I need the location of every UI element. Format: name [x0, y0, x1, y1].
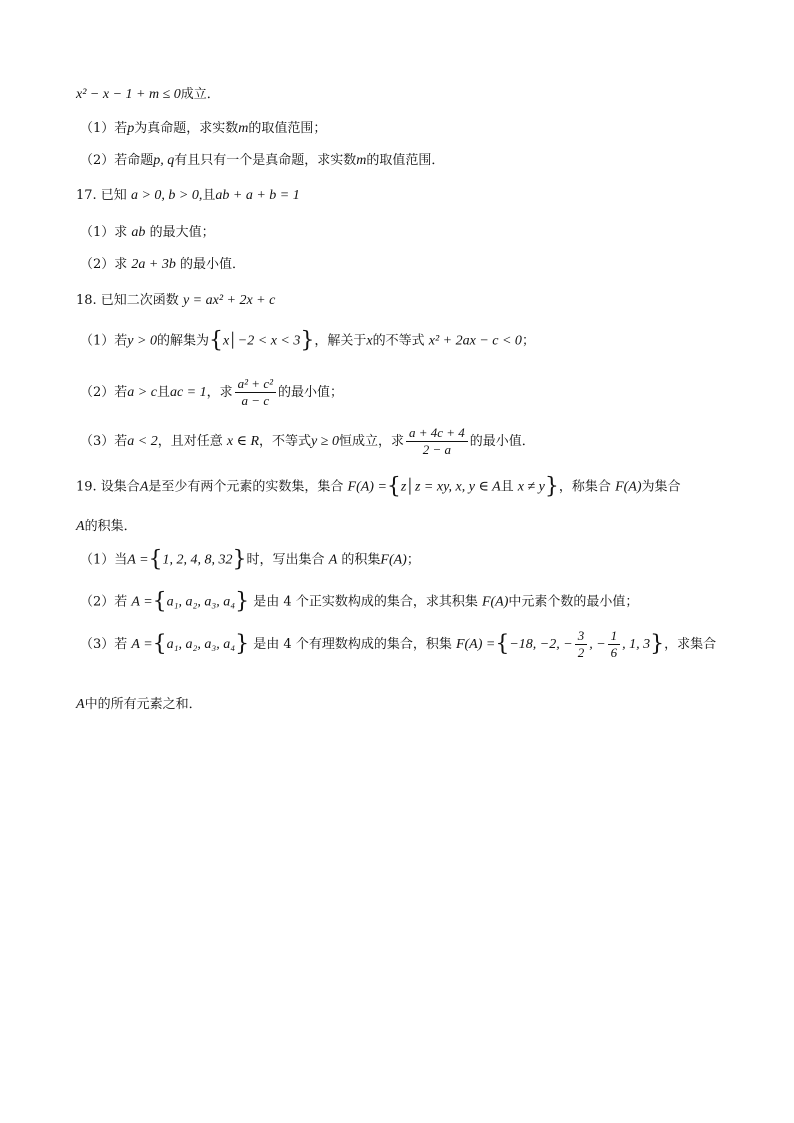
q19-part3: （3）若 A ={a₁, a₂, a₃, a₄} 是由 4 个有理数构成的集合，积集 F(A) ={−18, −2, − $\frac{3}{2}$ , − $\frac{1}{6}$ , 1, 3}，求集合: [80, 628, 717, 660]
fraction-18-3: $\frac{a + 4c + 4}{2 - a}$: [406, 425, 468, 458]
question-19: 19. 设集合A是至少有两个元素的实数集，集合 F(A) ={z│z = xy, x, y ∈ A且 x ≠ y}，称集合 F(A)为集合: [76, 474, 681, 499]
q19-part2: （2）若 A ={a₁, a₂, a₃, a₄} 是由 4 个正实数构成的集合，求其积集 F(A)中元素个数的最小值；: [80, 589, 639, 614]
inequality-math: x² − x − 1 + m ≤ 0: [76, 87, 181, 102]
question-18: 18. 已知二次函数 y = ax² + 2x + c: [76, 293, 276, 308]
q19-continuation: A的积集．: [76, 519, 137, 534]
q18-part1: （1）若y > 0的解集为{x│−2 < x < 3}，解关于x的不等式 x² + 2ax − c < 0；: [80, 328, 535, 353]
q17-part1: （1）求 ab 的最大值；: [80, 225, 215, 240]
q18-part3: （3）若a < 2，且对任意 x ∈ R，不等式y ≥ 0恒成立，求 $\frac{a + 4c + 4}{2 - a}$ 的最小值．: [80, 425, 535, 457]
q16-part1: （1）若p为真命题，求实数m的取值范围；: [80, 121, 327, 136]
fraction-19-3a: $\frac{3}{2}$: [575, 628, 588, 661]
q16-part2: （2）若命题p, q有且只有一个是真命题，求实数m的取值范围．: [80, 153, 445, 168]
q18-part2: （2）若a > c且ac = 1，求 $\frac{\text{a² + c²}}{a - c}$ 的最小值；: [80, 376, 344, 408]
line-condition: x² − x − 1 + m ≤ 0成立．: [76, 87, 220, 102]
fraction-18-2: $\frac{\text{a² + c²}}{a - c}$: [235, 376, 276, 409]
q19-ending: A中的所有元素之和．: [76, 697, 202, 712]
q17-part2: （2）求 2a + 3b 的最小值．: [80, 257, 246, 272]
fraction-19-3b: $\frac{1}{6}$: [608, 628, 621, 661]
q19-part1: （1）当A ={1, 2, 4, 8, 32}时，写出集合 A 的积集F(A)；: [80, 547, 420, 572]
question-17: 17. 已知 a > 0, b > 0,且ab + a + b = 1: [76, 188, 300, 203]
